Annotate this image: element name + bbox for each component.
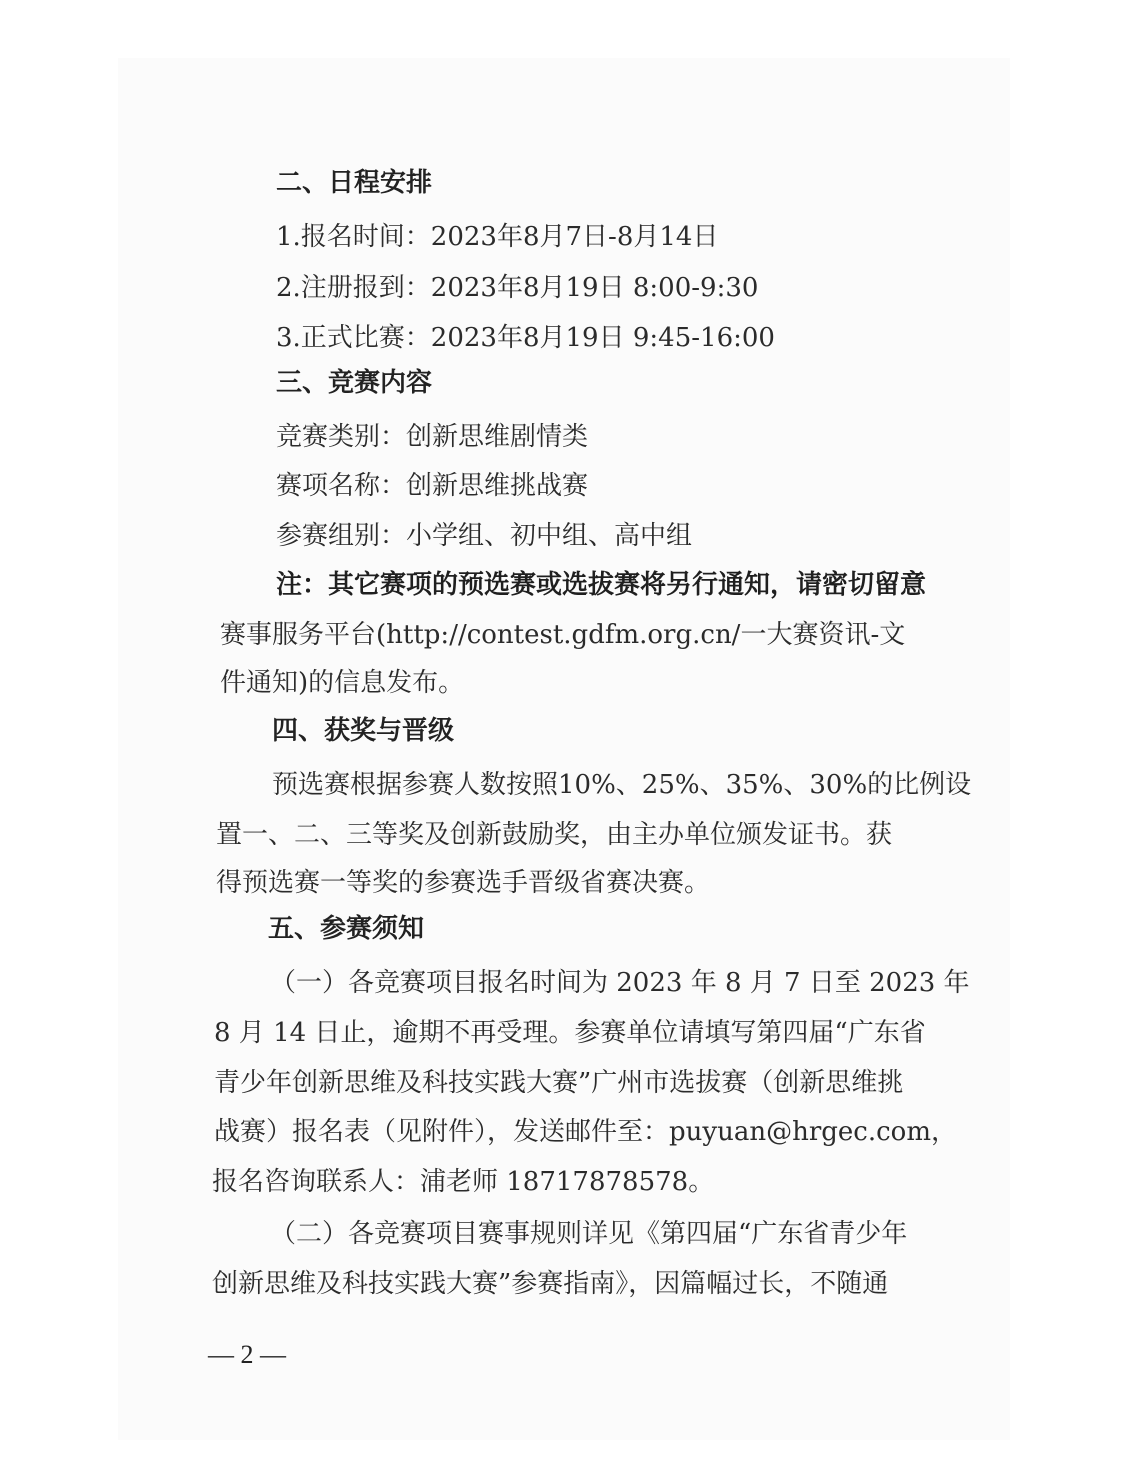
section-heading-awards: 四、获奖与晋级: [272, 716, 455, 746]
competition-category: 竞赛类别：创新思维剧情类: [276, 422, 589, 452]
notice-p1-line-1: （一）各竞赛项目报名时间为 2023 年 8 月 7 日至 2023 年: [270, 968, 970, 998]
awards-line-2: 置一、二、三等奖及创新鼓励奖，由主办单位颁发证书。获: [216, 820, 893, 850]
awards-line-3: 得预选赛一等奖的参赛选手晋级省赛决赛。: [216, 868, 711, 898]
note-line-3: 件通知)的信息发布。: [220, 668, 465, 698]
notice-p1-line-2: 8 月 14 日止，逾期不再受理。参赛单位请填写第四届“广东省: [214, 1018, 926, 1048]
notice-p2-line-2: 创新思维及科技实践大赛”参赛指南》，因篇幅过长，不随通: [212, 1269, 889, 1299]
section-heading-content: 三、竞赛内容: [276, 368, 433, 398]
section-heading-notice: 五、参赛须知: [268, 914, 425, 944]
schedule-item-competition: 3.正式比赛：2023年8月19日 9:45-16:00: [276, 323, 775, 353]
event-name: 赛项名称：创新思维挑战赛: [276, 471, 589, 501]
notice-p1-line-3: 青少年创新思维及科技实践大赛”广州市选拔赛（创新思维挑: [214, 1068, 904, 1098]
participant-groups: 参赛组别：小学组、初中组、高中组: [276, 521, 693, 551]
notice-p1-line-5: 报名咨询联系人：浦老师 18717878578。: [212, 1167, 715, 1197]
page-number: — 2 —: [208, 1340, 286, 1369]
notice-p2-line-1: （二）各竞赛项目赛事规则详见《第四届“广东省青少年: [270, 1219, 908, 1249]
schedule-item-checkin: 2.注册报到：2023年8月19日 8:00-9:30: [276, 273, 759, 303]
note-line-1: 注：其它赛项的预选赛或选拔赛将另行通知，请密切留意: [276, 570, 927, 600]
schedule-item-registration: 1.报名时间：2023年8月7日-8月14日: [276, 222, 719, 252]
awards-line-1: 预选赛根据参赛人数按照10%、25%、35%、30%的比例设: [272, 770, 972, 800]
note-line-2: 赛事服务平台(http://contest.gdfm.org.cn/一大赛资讯-文: [220, 620, 906, 650]
notice-p1-line-4: 战赛）报名表（见附件），发送邮件至：puyuan@hrgec.com，: [214, 1117, 957, 1147]
section-heading-schedule: 二、日程安排: [276, 168, 433, 198]
